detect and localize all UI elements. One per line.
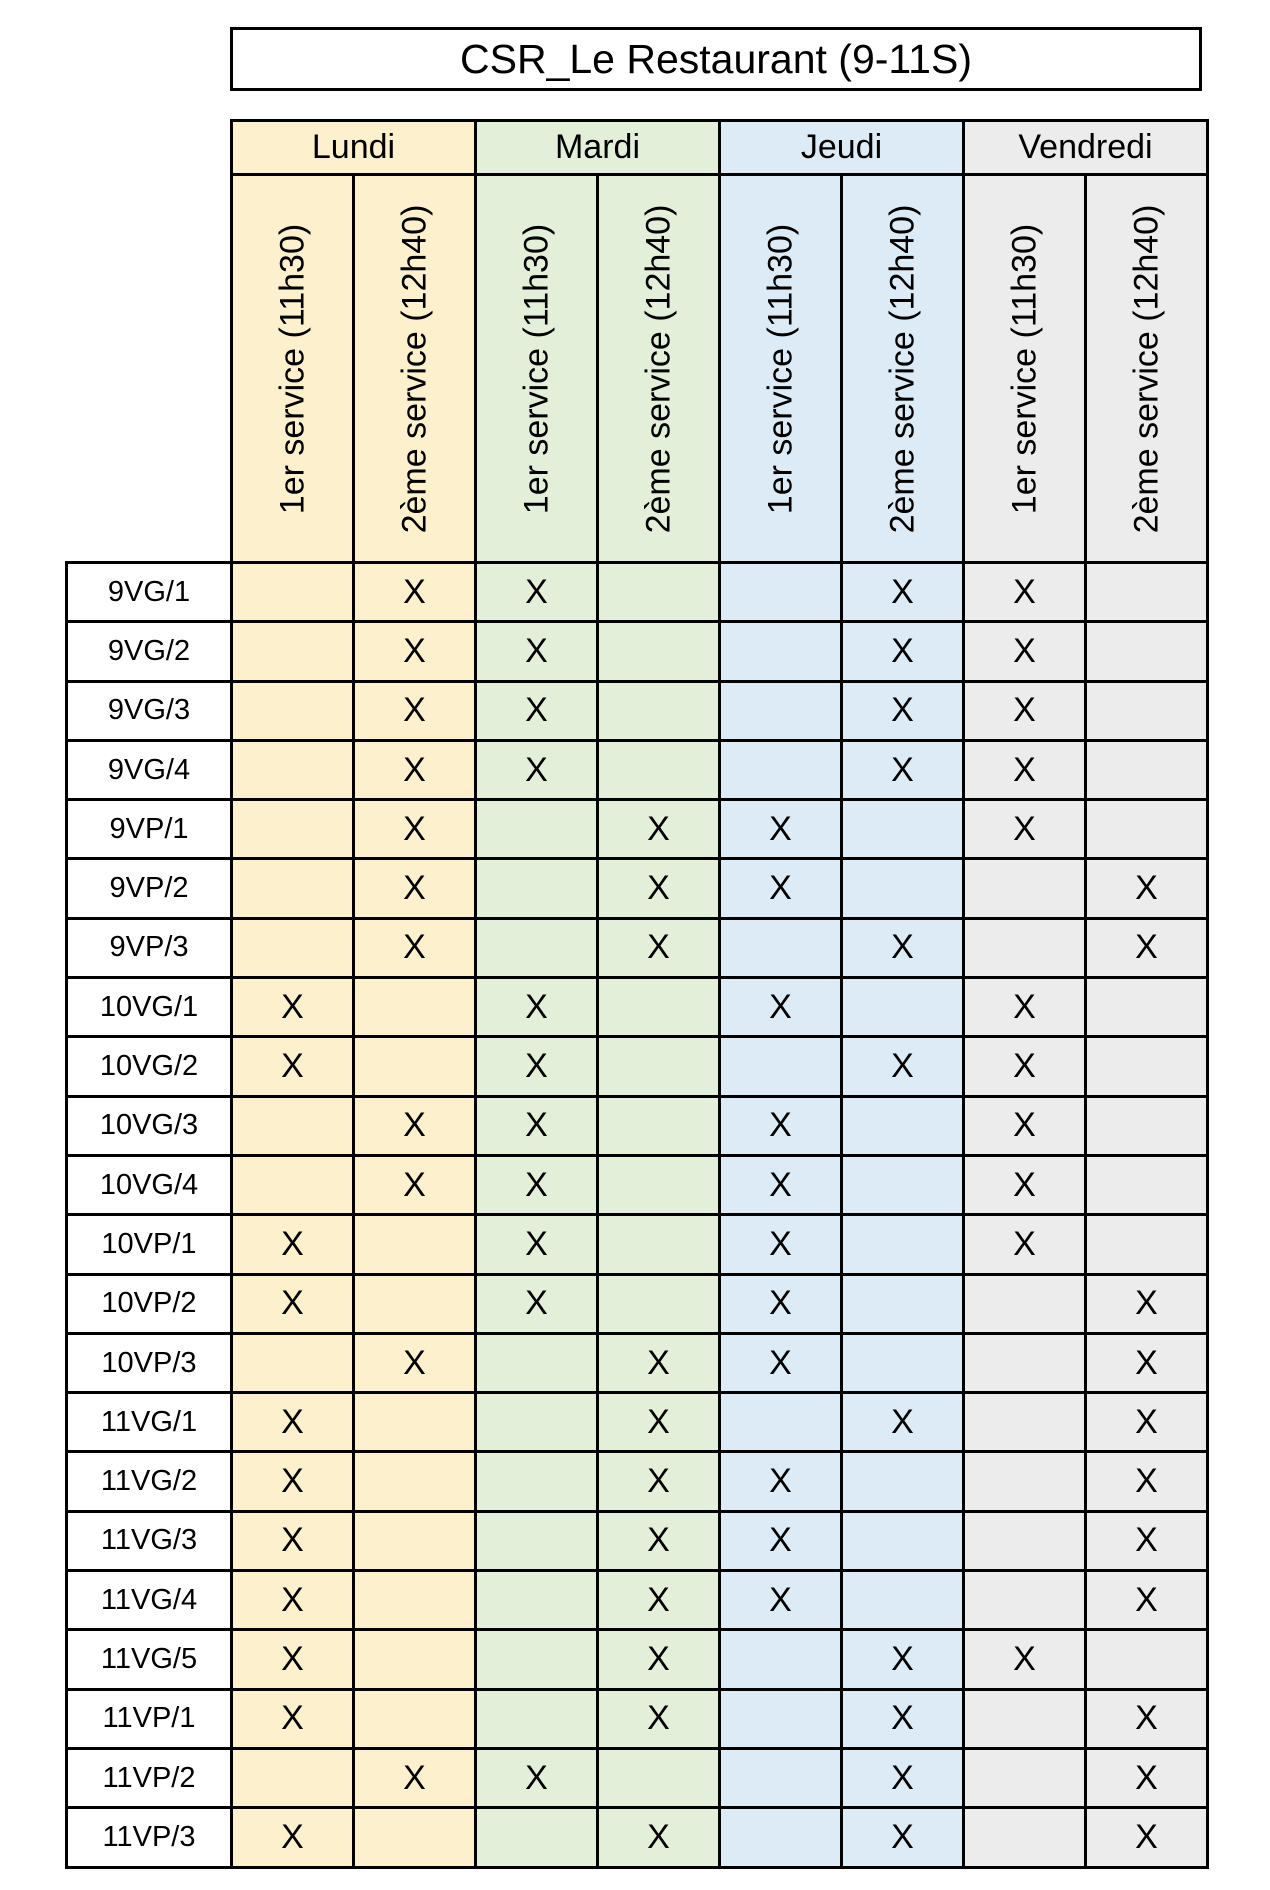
schedule-table — [65, 119, 1209, 1869]
service-mark: X — [598, 1393, 720, 1452]
service-mark: X — [354, 1155, 476, 1214]
empty-cell — [354, 1452, 476, 1511]
service-mark: X — [476, 1155, 598, 1214]
service-header — [232, 175, 354, 563]
day-header-vendredi: Vendredi — [964, 121, 1208, 175]
empty-cell — [964, 859, 1086, 918]
service-mark: X — [720, 978, 842, 1037]
page-title: CSR_Le Restaurant (9-11S) — [230, 27, 1202, 91]
day-header-mardi: Mardi — [476, 121, 720, 175]
empty-cell — [842, 1333, 964, 1392]
empty-cell — [476, 1333, 598, 1392]
empty-cell — [232, 1096, 354, 1155]
empty-cell — [476, 859, 598, 918]
service-mark: X — [598, 1511, 720, 1570]
service-label: 1er service (11h30) — [761, 223, 799, 514]
empty-cell — [354, 1037, 476, 1096]
empty-cell — [354, 1630, 476, 1689]
service-mark: X — [964, 740, 1086, 799]
empty-cell — [476, 1630, 598, 1689]
service-mark: X — [1086, 1689, 1208, 1748]
empty-cell — [720, 740, 842, 799]
service-mark: X — [232, 1393, 354, 1452]
empty-cell — [476, 1808, 598, 1867]
service-mark: X — [964, 800, 1086, 859]
service-mark: X — [964, 563, 1086, 622]
service-mark: X — [842, 1393, 964, 1452]
empty-cell — [354, 978, 476, 1037]
class-label: 10VG/1 — [67, 978, 232, 1037]
empty-cell — [1086, 1215, 1208, 1274]
empty-cell — [964, 1274, 1086, 1333]
service-mark: X — [842, 918, 964, 977]
service-mark: X — [232, 1511, 354, 1570]
empty-cell — [720, 1393, 842, 1452]
empty-cell — [1086, 681, 1208, 740]
class-label: 9VG/3 — [67, 681, 232, 740]
empty-cell — [964, 1748, 1086, 1807]
empty-cell — [232, 1333, 354, 1392]
class-label: 9VP/3 — [67, 918, 232, 977]
empty-cell — [598, 1215, 720, 1274]
service-mark: X — [598, 1808, 720, 1867]
empty-cell — [232, 1155, 354, 1214]
service-mark: X — [842, 1748, 964, 1807]
class-label: 11VG/4 — [67, 1571, 232, 1630]
empty-cell — [476, 1571, 598, 1630]
table-row — [67, 1393, 1208, 1452]
service-label: 1er service (11h30) — [273, 223, 311, 514]
service-mark: X — [476, 1215, 598, 1274]
service-mark: X — [232, 1571, 354, 1630]
empty-cell — [1086, 1630, 1208, 1689]
service-mark: X — [354, 740, 476, 799]
service-header — [720, 175, 842, 563]
service-mark: X — [232, 1274, 354, 1333]
service-mark: X — [354, 918, 476, 977]
service-mark: X — [964, 681, 1086, 740]
class-label: 11VP/1 — [67, 1689, 232, 1748]
empty-cell — [842, 1571, 964, 1630]
empty-cell — [598, 563, 720, 622]
table-row — [67, 1511, 1208, 1570]
corner-blank — [67, 121, 232, 563]
empty-cell — [354, 1511, 476, 1570]
service-mark: X — [232, 1630, 354, 1689]
table-row — [67, 978, 1208, 1037]
empty-cell — [720, 681, 842, 740]
empty-cell — [598, 1096, 720, 1155]
service-mark: X — [598, 1630, 720, 1689]
table-row — [67, 622, 1208, 681]
service-header — [964, 175, 1086, 563]
class-label: 11VP/3 — [67, 1808, 232, 1867]
service-mark: X — [598, 1571, 720, 1630]
empty-cell — [1086, 1037, 1208, 1096]
table-row — [67, 740, 1208, 799]
table-row — [67, 1748, 1208, 1807]
empty-cell — [964, 918, 1086, 977]
service-mark: X — [598, 918, 720, 977]
service-mark: X — [720, 1333, 842, 1392]
service-mark: X — [1086, 1808, 1208, 1867]
empty-cell — [232, 622, 354, 681]
service-mark: X — [354, 1333, 476, 1392]
service-mark: X — [1086, 918, 1208, 977]
empty-cell — [720, 1037, 842, 1096]
service-mark: X — [964, 622, 1086, 681]
service-mark: X — [354, 1748, 476, 1807]
service-mark: X — [598, 1333, 720, 1392]
service-mark: X — [354, 800, 476, 859]
empty-cell — [720, 1689, 842, 1748]
class-label: 10VG/2 — [67, 1037, 232, 1096]
service-mark: X — [1086, 1393, 1208, 1452]
class-label: 10VG/4 — [67, 1155, 232, 1214]
empty-cell — [964, 1808, 1086, 1867]
service-mark: X — [842, 1689, 964, 1748]
service-mark: X — [1086, 1452, 1208, 1511]
service-mark: X — [476, 563, 598, 622]
class-label: 9VP/1 — [67, 800, 232, 859]
empty-cell — [598, 740, 720, 799]
empty-cell — [476, 1511, 598, 1570]
empty-cell — [842, 1511, 964, 1570]
empty-cell — [964, 1571, 1086, 1630]
service-mark: X — [476, 1096, 598, 1155]
service-mark: X — [476, 978, 598, 1037]
empty-cell — [1086, 740, 1208, 799]
service-mark: X — [1086, 859, 1208, 918]
service-mark: X — [842, 1630, 964, 1689]
service-mark: X — [476, 622, 598, 681]
table-row — [67, 800, 1208, 859]
service-mark: X — [476, 1274, 598, 1333]
service-mark: X — [720, 1571, 842, 1630]
empty-cell — [232, 918, 354, 977]
empty-cell — [720, 563, 842, 622]
table-row — [67, 1037, 1208, 1096]
empty-cell — [964, 1452, 1086, 1511]
empty-cell — [1086, 563, 1208, 622]
service-mark: X — [476, 740, 598, 799]
service-mark: X — [1086, 1748, 1208, 1807]
table-row — [67, 1274, 1208, 1333]
class-label: 9VG/4 — [67, 740, 232, 799]
service-label: 1er service (11h30) — [1005, 223, 1043, 514]
empty-cell — [842, 1096, 964, 1155]
service-header — [1086, 175, 1208, 563]
service-mark: X — [354, 563, 476, 622]
service-mark: X — [1086, 1333, 1208, 1392]
empty-cell — [598, 1748, 720, 1807]
service-mark: X — [598, 859, 720, 918]
table-row — [67, 1333, 1208, 1392]
service-mark: X — [842, 563, 964, 622]
service-mark: X — [720, 800, 842, 859]
empty-cell — [842, 859, 964, 918]
service-mark: X — [964, 1215, 1086, 1274]
class-label: 11VG/3 — [67, 1511, 232, 1570]
empty-cell — [598, 681, 720, 740]
service-mark: X — [964, 1096, 1086, 1155]
empty-cell — [232, 563, 354, 622]
service-header-row — [67, 175, 1208, 563]
table-row — [67, 563, 1208, 622]
service-mark: X — [964, 1037, 1086, 1096]
empty-cell — [720, 918, 842, 977]
empty-cell — [232, 1748, 354, 1807]
service-mark: X — [720, 1452, 842, 1511]
service-mark: X — [598, 1689, 720, 1748]
service-mark: X — [842, 1808, 964, 1867]
empty-cell — [476, 800, 598, 859]
service-mark: X — [232, 978, 354, 1037]
service-mark: X — [476, 681, 598, 740]
table-row — [67, 859, 1208, 918]
empty-cell — [476, 918, 598, 977]
service-mark: X — [720, 859, 842, 918]
class-label: 11VP/2 — [67, 1748, 232, 1807]
empty-cell — [598, 622, 720, 681]
empty-cell — [354, 1393, 476, 1452]
table-row — [67, 1571, 1208, 1630]
empty-cell — [964, 1689, 1086, 1748]
day-header-lundi: Lundi — [232, 121, 476, 175]
service-mark: X — [720, 1215, 842, 1274]
empty-cell — [354, 1808, 476, 1867]
service-mark: X — [720, 1274, 842, 1333]
service-mark: X — [232, 1215, 354, 1274]
empty-cell — [842, 1274, 964, 1333]
table-row — [67, 1155, 1208, 1214]
empty-cell — [232, 800, 354, 859]
class-label: 11VG/1 — [67, 1393, 232, 1452]
class-label: 10VG/3 — [67, 1096, 232, 1155]
empty-cell — [232, 859, 354, 918]
service-mark: X — [232, 1808, 354, 1867]
service-header — [476, 175, 598, 563]
empty-cell — [598, 1155, 720, 1214]
empty-cell — [354, 1689, 476, 1748]
service-mark: X — [964, 1630, 1086, 1689]
service-mark: X — [842, 622, 964, 681]
empty-cell — [720, 1630, 842, 1689]
empty-cell — [964, 1511, 1086, 1570]
empty-cell — [1086, 1155, 1208, 1214]
class-label: 9VP/2 — [67, 859, 232, 918]
service-mark: X — [964, 1155, 1086, 1214]
service-mark: X — [720, 1155, 842, 1214]
service-mark: X — [354, 1096, 476, 1155]
service-mark: X — [232, 1689, 354, 1748]
table-row — [67, 1689, 1208, 1748]
service-mark: X — [476, 1037, 598, 1096]
service-header — [598, 175, 720, 563]
empty-cell — [720, 1808, 842, 1867]
service-label: 2ème service (12h40) — [883, 204, 921, 533]
schedule-body — [67, 563, 1208, 1868]
service-header — [842, 175, 964, 563]
empty-cell — [842, 978, 964, 1037]
service-mark: X — [232, 1452, 354, 1511]
empty-cell — [354, 1215, 476, 1274]
service-mark: X — [232, 1037, 354, 1096]
empty-cell — [842, 1452, 964, 1511]
empty-cell — [1086, 800, 1208, 859]
empty-cell — [354, 1274, 476, 1333]
empty-cell — [232, 740, 354, 799]
table-row — [67, 1452, 1208, 1511]
service-mark: X — [964, 978, 1086, 1037]
day-header-jeudi: Jeudi — [720, 121, 964, 175]
class-label: 9VG/1 — [67, 563, 232, 622]
class-label: 11VG/2 — [67, 1452, 232, 1511]
service-mark: X — [842, 681, 964, 740]
empty-cell — [354, 1571, 476, 1630]
service-mark: X — [598, 1452, 720, 1511]
service-label: 2ème service (12h40) — [1127, 204, 1165, 533]
empty-cell — [1086, 1096, 1208, 1155]
table-row — [67, 1808, 1208, 1867]
class-label: 10VP/1 — [67, 1215, 232, 1274]
empty-cell — [1086, 622, 1208, 681]
table-row — [67, 1630, 1208, 1689]
class-label: 9VG/2 — [67, 622, 232, 681]
service-mark: X — [354, 681, 476, 740]
class-label: 11VG/5 — [67, 1630, 232, 1689]
service-mark: X — [1086, 1274, 1208, 1333]
table-row — [67, 1215, 1208, 1274]
empty-cell — [476, 1689, 598, 1748]
service-label: 2ème service (12h40) — [395, 204, 433, 533]
empty-cell — [598, 1274, 720, 1333]
empty-cell — [842, 800, 964, 859]
empty-cell — [720, 1748, 842, 1807]
service-mark: X — [842, 740, 964, 799]
service-mark: X — [720, 1511, 842, 1570]
empty-cell — [598, 978, 720, 1037]
service-mark: X — [1086, 1511, 1208, 1570]
service-label: 2ème service (12h40) — [639, 204, 677, 533]
class-label: 10VP/2 — [67, 1274, 232, 1333]
service-mark: X — [354, 622, 476, 681]
empty-cell — [964, 1333, 1086, 1392]
class-label: 10VP/3 — [67, 1333, 232, 1392]
empty-cell — [964, 1393, 1086, 1452]
service-mark: X — [1086, 1571, 1208, 1630]
empty-cell — [476, 1452, 598, 1511]
day-header-row — [67, 121, 1208, 175]
service-mark: X — [354, 859, 476, 918]
empty-cell — [842, 1215, 964, 1274]
table-row — [67, 1096, 1208, 1155]
empty-cell — [232, 681, 354, 740]
service-mark: X — [598, 800, 720, 859]
table-row — [67, 918, 1208, 977]
service-label: 1er service (11h30) — [517, 223, 555, 514]
service-header — [354, 175, 476, 563]
empty-cell — [1086, 978, 1208, 1037]
service-mark: X — [476, 1748, 598, 1807]
table-row — [67, 681, 1208, 740]
service-mark: X — [842, 1037, 964, 1096]
service-mark: X — [720, 1096, 842, 1155]
empty-cell — [598, 1037, 720, 1096]
empty-cell — [476, 1393, 598, 1452]
empty-cell — [842, 1155, 964, 1214]
empty-cell — [720, 622, 842, 681]
